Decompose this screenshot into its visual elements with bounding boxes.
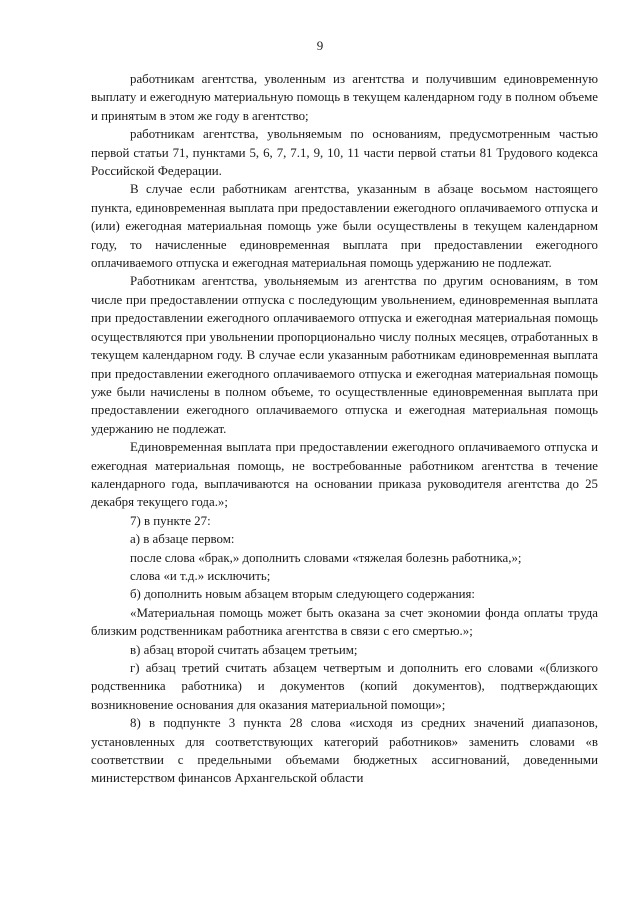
document-body [91, 70, 598, 788]
paragraph: работникам агентства, увольняемым по основаниям, предусмотренным частью первой статьи 71, пунктами 5, 6, 7, 7.1, 9, 10, 11 части первой статьи 81 Трудового кодекса Российской Федерации. [91, 127, 598, 179]
paragraph: а) в абзаце первом: [130, 532, 235, 547]
page-number: 9 [316, 38, 324, 53]
paragraph: Единовременная выплата при предоставлении ежегодного оплачиваемого отпуска и ежегодная материальная помощь, не востребованные работником агентства в течение календарного года, выплачиваются на основании приказа руководителя агентства до 25 декабря текущего года.»; [91, 440, 598, 510]
paragraph: работникам агентства, уволенным из агентства и получившим единовременную выплату и ежегодную материальную помощь в текущем календарном году в полном объеме и принятым в этом же году в агентство; [91, 72, 598, 123]
paragraph: «Материальная помощь может быть оказана за счет экономии фонда оплаты труда близким родственникам работника агентства в связи с его смертью.»; [91, 605, 598, 639]
paragraph: после слова «брак,» дополнить словами «тяжелая болезнь работника,»; [130, 550, 522, 565]
paragraph: в) абзац второй считать абзацем третьим; [130, 642, 358, 657]
paragraph: Работникам агентства, увольняемым из агентства по другим основаниям, в том числе при предоставлении отпуска с последующим увольнением, единовременная выплата при предоставлении ежегодного оплачиваемого отпуска и ежегодная материальная помощь осуществляются при увольнении пропорционально числу полных месяцев, отработанных в текущем календарном году. В случае если указанным работникам единовременная выплата при предоставлении ежегодного оплачиваемого отпуска и ежегодная материальная помощь уже были начислены в полном объеме, то осуществленные единовременная выплата при предоставлении ежегодного оплачиваемого отпуска и ежегодная материальная помощь удержанию не подлежат. [91, 274, 598, 436]
paragraph: В случае если работникам агентства, указанным в абзаце восьмом настоящего пункта, единовременная выплата при предоставлении ежегодного оплачиваемого отпуска и (или) ежегодная материальная помощь уже были осуществлены в текущем календарном году, то начисленные единовременная выплата при предоставлении ежегодного оплачиваемого отпуска и ежегодная материальная помощь удержанию не подлежат. [91, 182, 598, 271]
paragraph: слова «и т.д.» исключить; [130, 568, 271, 583]
paragraph: 8) в подпункте 3 пункта 28 слова «исходя из средних значений диапазонов, установленных для соответствующих категорий работников» заменить словами «в соответствии с предельными объемами бюджетных ассигнований, доведенными министерством финансов Архангельской области [91, 716, 598, 786]
paragraph: г) абзац третий считать абзацем четвертым и дополнить его словами «(близкого родственника работника) и документов (копий документов), подтверждающих возникновение основания для оказания материальной помощи»; [91, 661, 598, 712]
paragraph: 7) в пункте 27: [130, 513, 211, 528]
paragraph: б) дополнить новым абзацем вторым следующего содержания: [130, 587, 476, 602]
